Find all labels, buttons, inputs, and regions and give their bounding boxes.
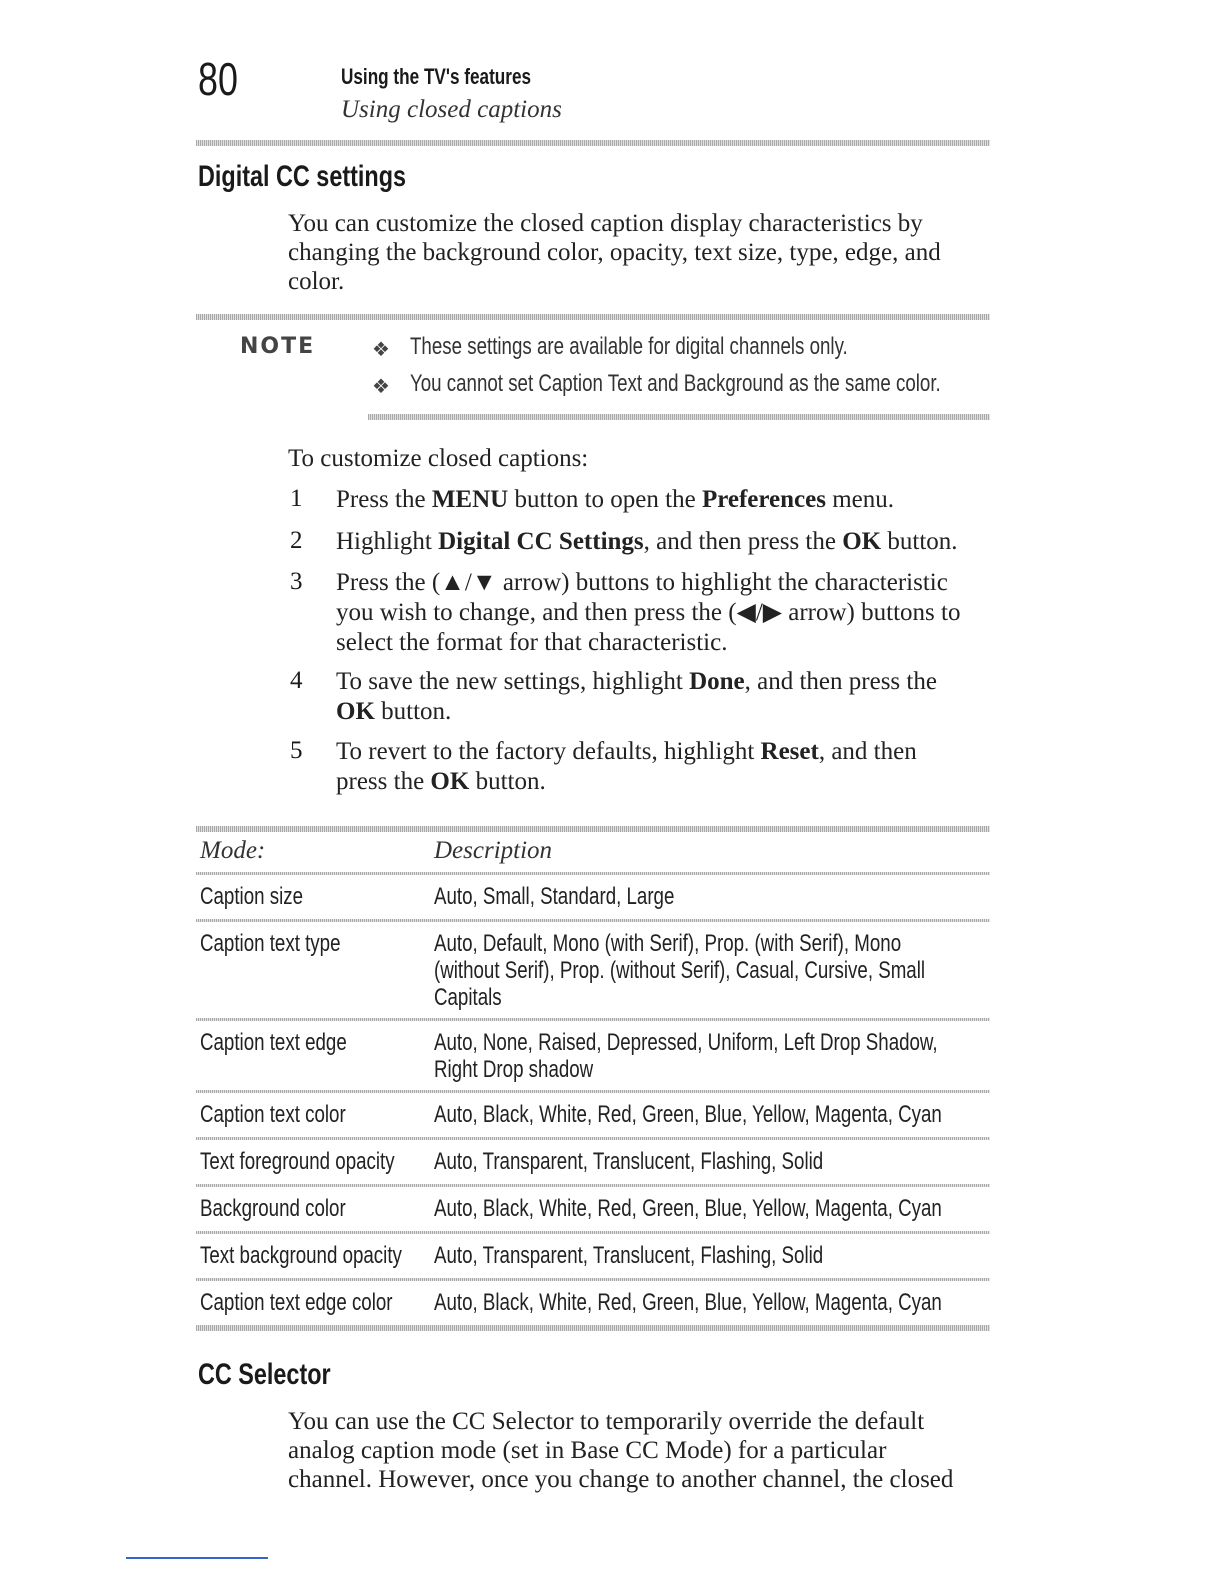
step-number: 1 [290, 485, 303, 512]
step-text: Press the MENU button to open the Preferences menu. [336, 486, 894, 513]
step-number: 3 [290, 568, 303, 595]
table-cell-mode: Caption size [200, 883, 304, 910]
chapter-title: Using the TV's features [341, 64, 532, 89]
row-divider [196, 1231, 990, 1234]
row-divider [196, 919, 990, 922]
digital-cc-intro [288, 209, 941, 296]
intro-line: color. [288, 268, 345, 295]
row-divider [196, 872, 990, 875]
intro-line: changing the background color, opacity, text size, type, edge, and [288, 239, 941, 266]
table-cell-description: Auto, None, Raised, Depressed, Uniform, Left Drop Shadow, Right Drop shadow [434, 1029, 938, 1083]
note-item: You cannot set Caption Text and Background as the same color. [410, 370, 941, 397]
step-text: Highlight Digital CC Settings, and then press the OK button. [336, 528, 958, 555]
diamond-bullet-icon: ❖ [372, 376, 390, 398]
table-cell-description: Auto, Transparent, Translucent, Flashing, Solid [434, 1148, 824, 1175]
row-divider [196, 1090, 990, 1093]
note-item: These settings are available for digital channels only. [410, 333, 848, 360]
table-cell-mode: Text foreground opacity [200, 1148, 395, 1175]
steps-intro: To customize closed captions: [288, 445, 589, 472]
table-cell-description: Auto, Black, White, Red, Green, Blue, Yellow, Magenta, Cyan [434, 1289, 942, 1316]
note-bottom-divider [368, 414, 990, 420]
table-cell-mode: Caption text edge color [200, 1289, 393, 1316]
table-cell-description: Auto, Black, White, Red, Green, Blue, Yellow, Magenta, Cyan [434, 1101, 942, 1128]
row-divider [196, 1278, 990, 1281]
diamond-bullet-icon: ❖ [372, 339, 390, 361]
digital-cc-heading: Digital CC settings [198, 160, 407, 193]
table-cell-mode: Caption text type [200, 930, 341, 957]
table-cell-mode: Background color [200, 1195, 346, 1222]
step-text: To save the new settings, highlight Done, and then press the OK button. [336, 668, 937, 725]
step-text: Press the (▲/▼ arrow) buttons to highlight the characteristic you wish to change, and then press the (◀/▶ arrow) buttons to select the format for that characteristic. [336, 569, 961, 656]
table-cell-description: Auto, Transparent, Translucent, Flashing, Solid [434, 1242, 824, 1269]
table-header-mode: Mode: [200, 837, 266, 864]
table-cell-mode: Caption text color [200, 1101, 346, 1128]
section-title: Using closed captions [341, 96, 562, 123]
step-number: 2 [290, 527, 303, 554]
page-number: 80 [198, 53, 238, 105]
table-cell-mode: Text background opacity [200, 1242, 402, 1269]
cc-selector-text: You can use the CC Selector to temporarily override the default analog caption mode (set in Base CC Mode) for a particular channel. However, once you change to another channel, the closed [288, 1408, 954, 1493]
table-cell-description: Auto, Black, White, Red, Green, Blue, Yellow, Magenta, Cyan [434, 1195, 942, 1222]
step-number: 4 [290, 667, 303, 694]
note-label: NOTE [240, 334, 316, 359]
header-divider [196, 140, 990, 146]
row-divider [196, 1184, 990, 1187]
row-divider [196, 1018, 990, 1021]
step-text: To revert to the factory defaults, highlight Reset, and then press the OK button. [336, 738, 917, 795]
table-cell-mode: Caption text edge [200, 1029, 347, 1056]
intro-line: You can customize the closed caption display characteristics by [288, 210, 923, 237]
table-cell-description: Auto, Default, Mono (with Serif), Prop. (with Serif), Mono (without Serif), Prop. (without Serif), Casual, Cursive, Small Capitals [434, 930, 926, 1011]
table-header-description: Description [434, 837, 553, 864]
table-cell-description: Auto, Small, Standard, Large [434, 883, 675, 910]
note-top-divider [196, 314, 990, 320]
row-divider [196, 1137, 990, 1140]
footer-line [126, 1557, 268, 1559]
table-top-divider [196, 826, 990, 832]
cc-selector-heading: CC Selector [198, 1358, 331, 1391]
step-number: 5 [290, 737, 303, 764]
table-bottom-divider [196, 1325, 990, 1331]
